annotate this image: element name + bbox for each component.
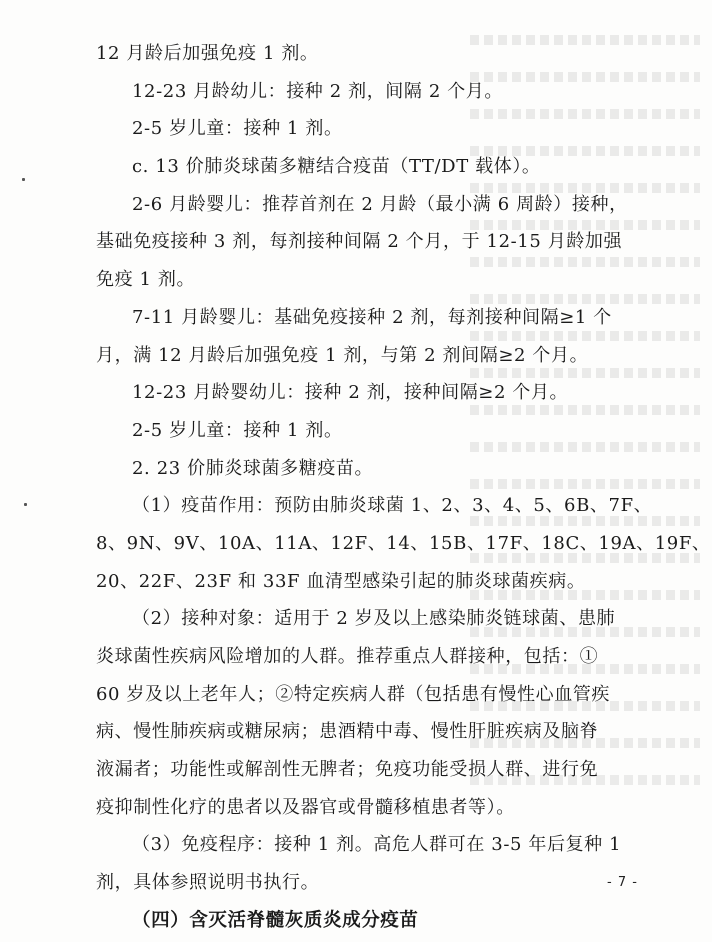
text-line: 2-5 岁儿童：接种 1 剂。 — [132, 419, 343, 441]
text-line: 病、慢性肺疾病或糖尿病；患酒精中毒、慢性肝脏疾病及脑脊 — [96, 721, 599, 743]
text-line: 8、9N、9V、10A、11A、12F、14、15B、17F、18C、19A、19F、 — [96, 532, 711, 554]
text-line: 基础免疫接种 3 剂，每剂接种间隔 2 个月，于 12-15 月龄加强 — [96, 231, 623, 253]
text-line: 月，满 12 月龄后加强免疫 1 剂，与第 2 剂间隔≥2 个月。 — [96, 344, 589, 366]
text-line: 剂，具体参照说明书执行。 — [96, 872, 320, 894]
text-line: 2-5 岁儿童：接种 1 剂。 — [132, 118, 343, 140]
section-heading: 2. 23 价肺炎球菌多糖疫苗。 — [132, 457, 374, 479]
text-line: （1）疫苗作用：预防由肺炎球菌 1、2、3、4、5、6B、7F、 — [132, 495, 653, 517]
text-line: （2）接种对象：适用于 2 岁及以上感染肺炎链球菌、患肺 — [132, 608, 616, 630]
text-line: 免疫 1 剂。 — [96, 269, 196, 291]
text-line: 疫抑制性化疗的患者以及器官或骨髓移植患者等）。 — [96, 796, 515, 818]
scan-speck — [22, 178, 25, 181]
text-line: 炎球菌性疾病风险增加的人群。推荐重点人群接种，包括：① — [96, 646, 599, 667]
text-line: 液漏者；功能性或解剖性无脾者；免疫功能受损人群、进行免 — [96, 759, 599, 781]
text-line: 20、22F、23F 和 33F 血清型感染引起的肺炎球菌疾病。 — [96, 570, 586, 592]
section-heading-bold: （四）含灭活脊髓灰质炎成分疫苗 — [132, 909, 419, 931]
section-heading: c. 13 价肺炎球菌多糖结合疫苗（TT/DT 载体）。 — [132, 156, 541, 178]
text-line: 12-23 月龄幼儿：接种 2 剂，间隔 2 个月。 — [132, 80, 504, 102]
text-line: 60 岁及以上老年人；②特定疾病人群（包括患有慢性心血管疾 — [96, 683, 611, 705]
document-body — [96, 43, 711, 949]
scan-speck — [24, 503, 27, 506]
text-line: 12-23 月龄婴幼儿：接种 2 剂，接种间隔≥2 个月。 — [132, 382, 569, 404]
text-line: （3）免疫程序：接种 1 剂。高危人群可在 3-5 年后复种 1 — [132, 834, 622, 856]
page-number: - 7 - — [607, 875, 638, 890]
text-line: 7-11 月龄婴儿：基础免疫接种 2 剂，每剂接种间隔≥1 个 — [132, 306, 612, 328]
text-line: 12 月龄后加强免疫 1 剂。 — [96, 43, 319, 64]
text-line: 2-6 月龄婴儿：推荐首剂在 2 月龄（最小满 6 周龄）接种， — [132, 193, 628, 215]
